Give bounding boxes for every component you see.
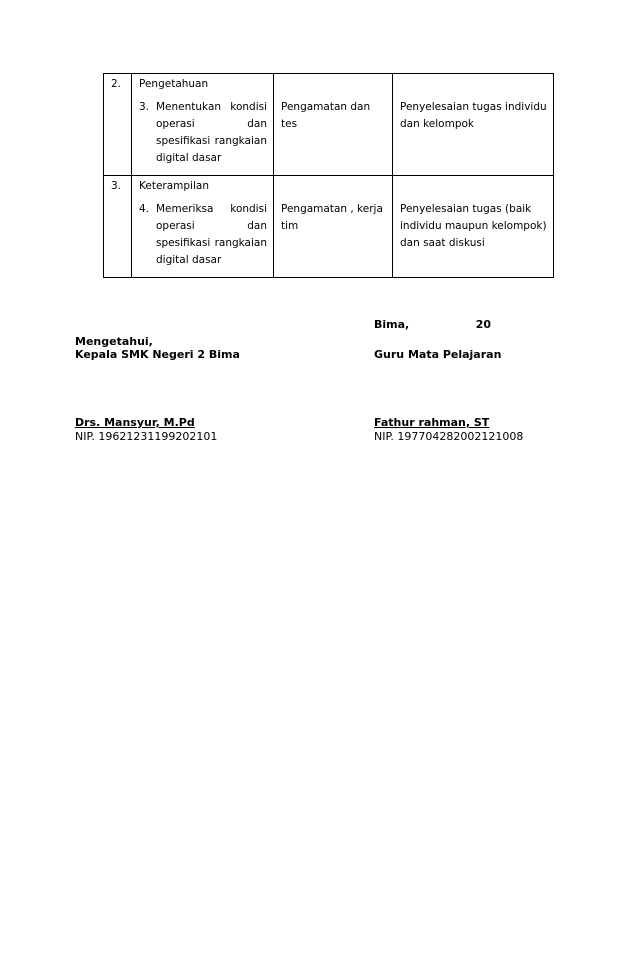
- year: 20: [475, 318, 491, 331]
- indicator-item: [139, 99, 267, 167]
- table-row: [104, 74, 554, 176]
- competency-category: Keterampilan: [139, 180, 209, 192]
- assessment-table: [103, 73, 554, 278]
- competency-category: Pengetahuan: [139, 78, 209, 90]
- principal-title: Kepala SMK Negeri 2 Bima: [75, 348, 240, 361]
- table-row: [104, 176, 554, 278]
- indicator-text: Memeriksa kondisi operasi dan spesifikasi rangkaian digital dasar: [156, 203, 267, 266]
- competency-cell: [132, 176, 274, 278]
- indicator-item: [139, 201, 267, 269]
- acknowledged-label: Mengetahui,: [75, 335, 153, 348]
- teacher-nip: NIP. 197704282002121008: [374, 430, 524, 443]
- place-date: [374, 316, 491, 333]
- assessment-method: Pengamatan , kerja tim: [274, 176, 393, 278]
- principal-name: Drs. Mansyur, M.Pd: [75, 416, 195, 429]
- principal-nip: NIP. 19621231199202101: [75, 430, 218, 443]
- place: Bima,: [374, 318, 410, 331]
- indicator-text: Menentukan kondisi operasi dan spesifikasi rangkaian digital dasar: [156, 101, 267, 164]
- assessment-method: Pengamatan dan tes: [274, 74, 393, 176]
- competency-cell: [132, 74, 274, 176]
- row-number: 2.: [104, 74, 132, 176]
- teacher-title: Guru Mata Pelajaran: [374, 348, 502, 361]
- assessment-instrument: Penyelesaian tugas (baik individu maupun kelompok) dan saat diskusi: [393, 176, 554, 278]
- assessment-instrument: Penyelesaian tugas individu dan kelompok: [393, 74, 554, 176]
- row-number: 3.: [104, 176, 132, 278]
- indicator-number: 3.: [139, 101, 150, 113]
- teacher-name: Fathur rahman, ST: [374, 416, 490, 429]
- indicator-number: 4.: [139, 203, 150, 215]
